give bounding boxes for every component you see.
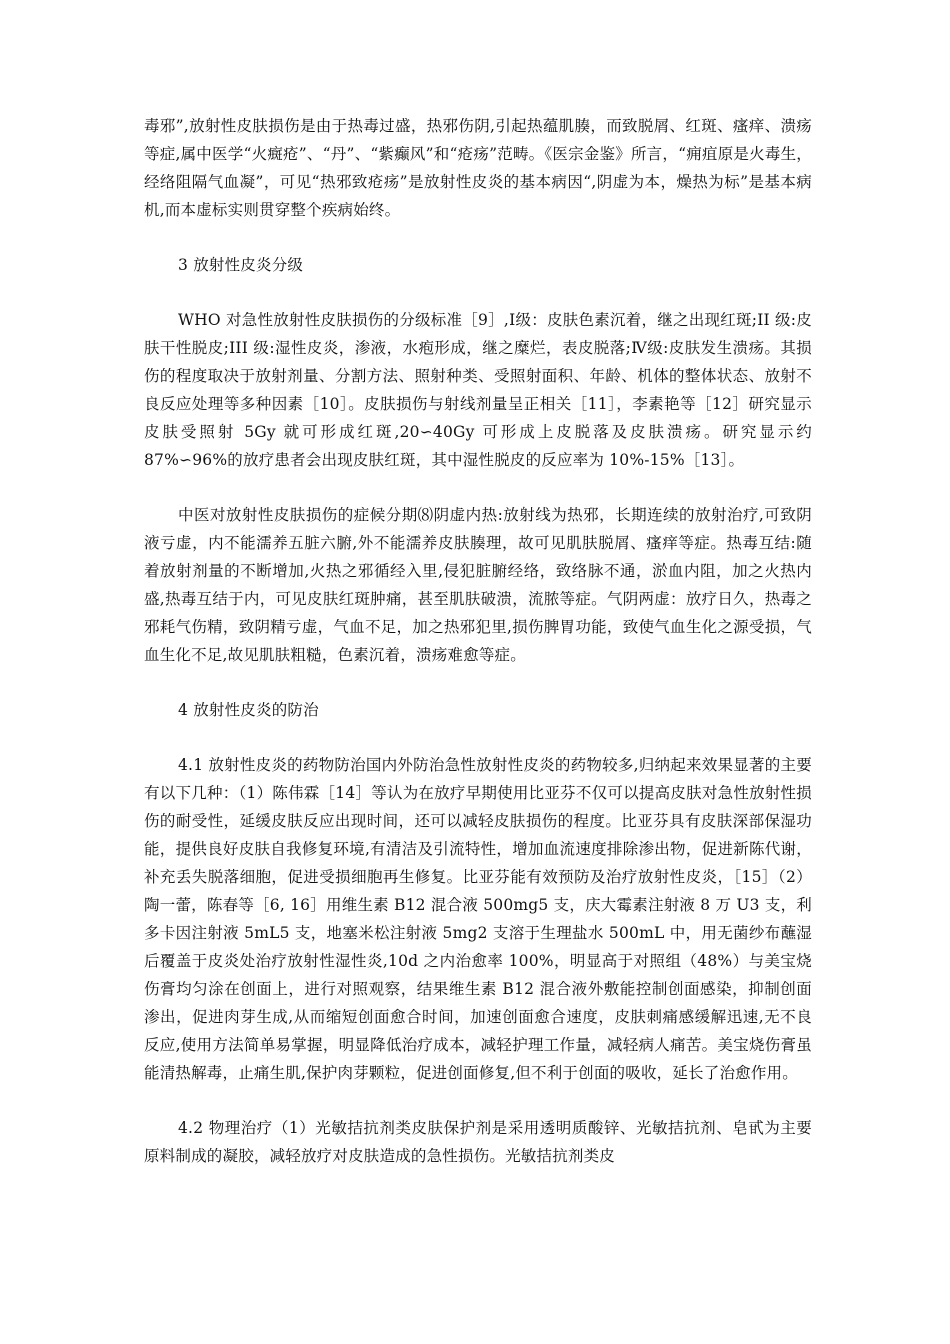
paragraph-drug-treatment: 4.1 放射性皮炎的药物防治国内外防治急性放射性皮炎的药物较多,归纳起来效果显著的主要有以下几种：（1）陈伟霖［14］等认为在放疗早期使用比亚芬不仅可以提高皮肤对急性放射性损伤的耐受性，延缓皮肤反应出现时间，还可以减轻皮肤损伤的程度。比亚芬具有皮肤深部保湿功能，提供良好皮肤自我修复环境,有清洁及引流特性，增加血流速度排除渗出物，促进新陈代谢，补充丢失脱落细胞，促进受损细胞再生修复。比亚芬能有效预防及治疗放射性皮炎，［15］（2）陶一蕾，陈春等［6, 16］用维生素 B12 混合液 500mg5 支，庆大霉素注射液 8 万 U3 支，利多卡因注射液 5mL5 支，地塞米松注射液 5mg2 支溶于生理盐水 500mL 中，用无菌纱布蘸湿后覆盖于皮炎处治疗放射性湿性炎,10d 之内治愈率 100%，明显高于对照组（48%）与美宝烧伤膏均匀涂在创面上，进行对照观察，结果维生素 B12 混合液外敷能控制创面感染，抑制创面渗出，促进肉芽生成,从而缩短创面愈合时间，加速创面愈合速度，皮肤刺痛感缓解迅速,无不良反应,使用方法简单易掌握，明显降低治疗成本，减轻护理工作量，减轻病人痛苦。美宝烧伤膏虽能清热解毒，止痛生肌,保护肉芽颗粒，促进创面修复,但不利于创面的吸收，延长了治愈作用。	[144, 756, 812, 1082]
paragraph-tcm-staging: 中医对放射性皮肤损伤的症候分期⑻阴虚内热:放射线为热邪，长期连续的放射治疗,可致阴液亏虚，内不能濡养五脏六腑,外不能濡养皮肤腠理，故可见肌肤脱屑、瘙痒等症。热毒互结:随着放射剂量的不断增加,火热之邪循经入里,侵犯脏腑经络，致络脉不通，淤血内阻，加之火热内盛,热毒互结于内，可见皮肤红斑肿痛，甚至肌肤破溃，流脓等症。气阴两虚：放疗日久，热毒之邪耗气伤精，致阴精亏虚，气血不足，加之热邪犯里,损伤脾胃功能，致使气血生化之源受损，气血生化不足,故见肌肤粗糙，色素沉着，溃疡难愈等症。	[144, 506, 812, 664]
paragraph-etiology: 毒邪”,放射性皮肤损伤是由于热毒过盛，热邪伤阴,引起热蕴肌腠，而致脱屑、红斑、瘙痒、溃疡等症,属中医学“火癍疮”、“丹”、“紫癫风”和“疮疡”范畴。《医宗金鉴》所言，“痈疽原是火毒生，经络阻隔气血凝”，可见“热邪致疮疡”是放射性皮炎的基本病因“,阴虚为本，燥热为标”是基本病机,而本虚标实则贯穿整个疾病始终。	[144, 117, 812, 219]
section-heading-grading: 3 放射性皮炎分级	[178, 256, 304, 274]
paragraph-who-grading: WHO 对急性放射性皮肤损伤的分级标准［9］,Ⅰ级：皮肤色素沉着，继之出现红斑;II 级:皮肤干性脱皮;III 级:湿性皮炎，渗液，水疱形成，继之糜烂，表皮脱落;Ⅳ级:皮肤发生溃疡。其损伤的程度取决于放射剂量、分割方法、照射种类、受照射面积、年龄、机体的整体状态、放射不良反应处理等多种因素［10］。皮肤损伤与射线剂量呈正相关［11］，李素艳等［12］研究显示皮肤受照射 5Gy 就可形成红斑,20∽40Gy 可形成上皮脱落及皮肤溃疡。研究显示约 87%∽96%的放疗患者会出现皮肤红斑，其中湿性脱皮的反应率为 10%-15%［13］。	[144, 311, 812, 469]
paragraph-physical-treatment: 4.2 物理治疗（1）光敏拮抗剂类皮肤保护剂是采用透明质酸锌、光敏拮抗剂、皂甙为主要原料制成的凝胶，减轻放疗对皮肤造成的急性损伤。光敏拮抗剂类皮	[144, 1119, 812, 1165]
section-heading-treatment: 4 放射性皮炎的防治	[178, 701, 319, 719]
document-page	[144, 112, 812, 1197]
